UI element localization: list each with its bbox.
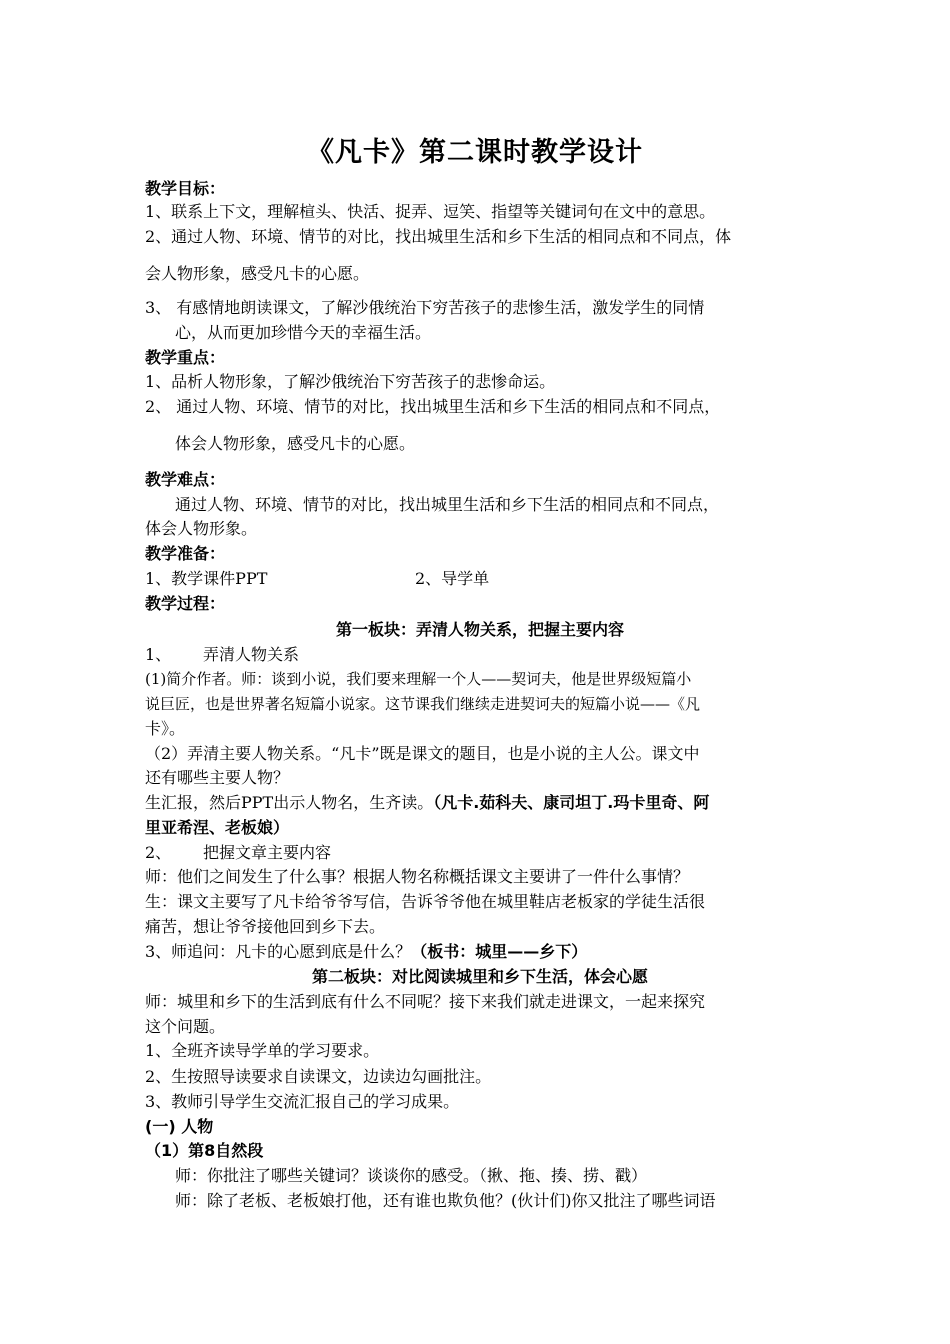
difficulty-line1: 通过人物、环境、情节的对比，找出城里生活和乡下生活的相同点和不同点， bbox=[175, 495, 720, 514]
section-1-title: 第一板块：弄清人物关系，把握主要内容 bbox=[335, 620, 624, 639]
step-3-row bbox=[145, 941, 815, 963]
step-1-number: 1、 bbox=[145, 645, 172, 664]
characters-line3 bbox=[145, 792, 815, 814]
subheading-characters: (一) 人物 bbox=[145, 1117, 214, 1136]
paragraph-8-followup: 师：除了老板、老板娘打他，还有谁也欺负他？(伙计们)你又批注了哪些词语 bbox=[175, 1191, 716, 1210]
step-2-row bbox=[145, 842, 815, 864]
section-2-step-3: 3、教师引导学生交流汇报自己的学习成果。 bbox=[145, 1092, 460, 1111]
heading-difficulties: 教学难点： bbox=[145, 470, 226, 489]
step-1-row bbox=[145, 644, 815, 666]
student-answer-line2: 痛苦，想让爷爷接他回到乡下去。 bbox=[145, 917, 386, 936]
key-point-2-line1: 2、 通过人物、环境、情节的对比，找出城里生活和乡下生活的相同点和不同点， bbox=[145, 397, 721, 416]
author-intro-line3: 卡》。 bbox=[145, 719, 186, 738]
characters-names: （凡卡.茹科夫、康司坦丁.玛卡里奇、阿 bbox=[433, 793, 710, 812]
step-3-text: 3、师追问：凡卡的心愿到底是什么？ bbox=[145, 942, 412, 961]
key-point-2-line2: 体会人物形象，感受凡卡的心愿。 bbox=[175, 434, 416, 453]
key-point-1: 1、品析人物形象，了解沙俄统治下穷苦孩子的悲惨命运。 bbox=[145, 372, 556, 391]
preparation-row bbox=[145, 568, 815, 590]
section-2-step-1: 1、全班齐读导学单的学习要求。 bbox=[145, 1041, 380, 1060]
objective-3-line1: 3、 有感情地朗读课文，了解沙俄统治下穷苦孩子的悲惨生活，激发学生的同情 bbox=[145, 298, 705, 317]
preparation-item-1: 1、教学课件PPT bbox=[145, 569, 268, 588]
step-2-number: 2、 bbox=[145, 843, 172, 862]
heading-process: 教学过程： bbox=[145, 594, 226, 613]
student-answer-line1: 生：课文主要写了凡卡给爷爷写信，告诉爷爷他在城里鞋店老板家的学徒生活很 bbox=[145, 892, 706, 911]
author-intro-line1: (1)简介作者。师：谈到小说，我们要来理解一个人——契诃夫，他是世界级短篇小 bbox=[145, 670, 692, 688]
section-2-intro-line2: 这个问题。 bbox=[145, 1017, 226, 1036]
step-1-text: 弄清人物关系 bbox=[203, 645, 300, 664]
preparation-item-2: 2、导学单 bbox=[415, 569, 490, 588]
paragraph-8-question: 师：你批注了哪些关键词？谈谈你的感受。（揪、拖、揍、捞、戳） bbox=[175, 1166, 648, 1185]
characters-line1: （2）弄清主要人物关系。“凡卡”既是课文的题目，也是小说的主人公。课文中 bbox=[145, 744, 700, 763]
section-2-title: 第二板块：对比阅读城里和乡下生活，体会心愿 bbox=[311, 967, 648, 986]
difficulty-line2: 体会人物形象。 bbox=[145, 519, 258, 538]
objective-1: 1、联系上下文，理解楦头、快活、捉弄、逗笑、指望等关键词句在文中的意思。 bbox=[145, 202, 716, 221]
document-title: 《凡卡》第二课时教学设计 bbox=[307, 137, 643, 168]
heading-objectives: 教学目标： bbox=[145, 179, 226, 198]
objective-3-line2: 心，从而更加珍惜今天的幸福生活。 bbox=[175, 323, 432, 342]
characters-line3-text: 生汇报，然后PPT出示人物名，生齐读。 bbox=[145, 793, 434, 812]
section-2-step-2: 2、生按照导读要求自读课文，边读边勾画批注。 bbox=[145, 1067, 492, 1086]
section-2-intro-line1: 师：城里和乡下的生活到底有什么不同呢？接下来我们就走进课文，一起来探究 bbox=[145, 992, 706, 1011]
step-2-text: 把握文章主要内容 bbox=[203, 843, 332, 862]
objective-2-line1: 2、通过人物、环境、情节的对比，找出城里生活和乡下生活的相同点和不同点，体 bbox=[145, 227, 732, 246]
heading-preparation: 教学准备： bbox=[145, 544, 226, 563]
objective-2-line2: 会人物形象，感受凡卡的心愿。 bbox=[145, 264, 370, 283]
characters-names-cont: 里亚希涅、老板娘） bbox=[145, 818, 290, 837]
teacher-question: 师：他们之间发生了什么事？根据人物名称概括课文主要讲了一件什么事情？ bbox=[145, 867, 690, 886]
blackboard-note: （板书：城里——乡下） bbox=[411, 942, 588, 961]
paragraph-8-label: （1）第8自然段 bbox=[145, 1141, 264, 1160]
characters-line2: 还有哪些主要人物？ bbox=[145, 768, 290, 787]
heading-key-points: 教学重点： bbox=[145, 348, 226, 367]
author-intro-line2: 说巨匠，也是世界著名短篇小说家。这节课我们继续走进契诃夫的短篇小说——《凡 bbox=[145, 695, 701, 713]
